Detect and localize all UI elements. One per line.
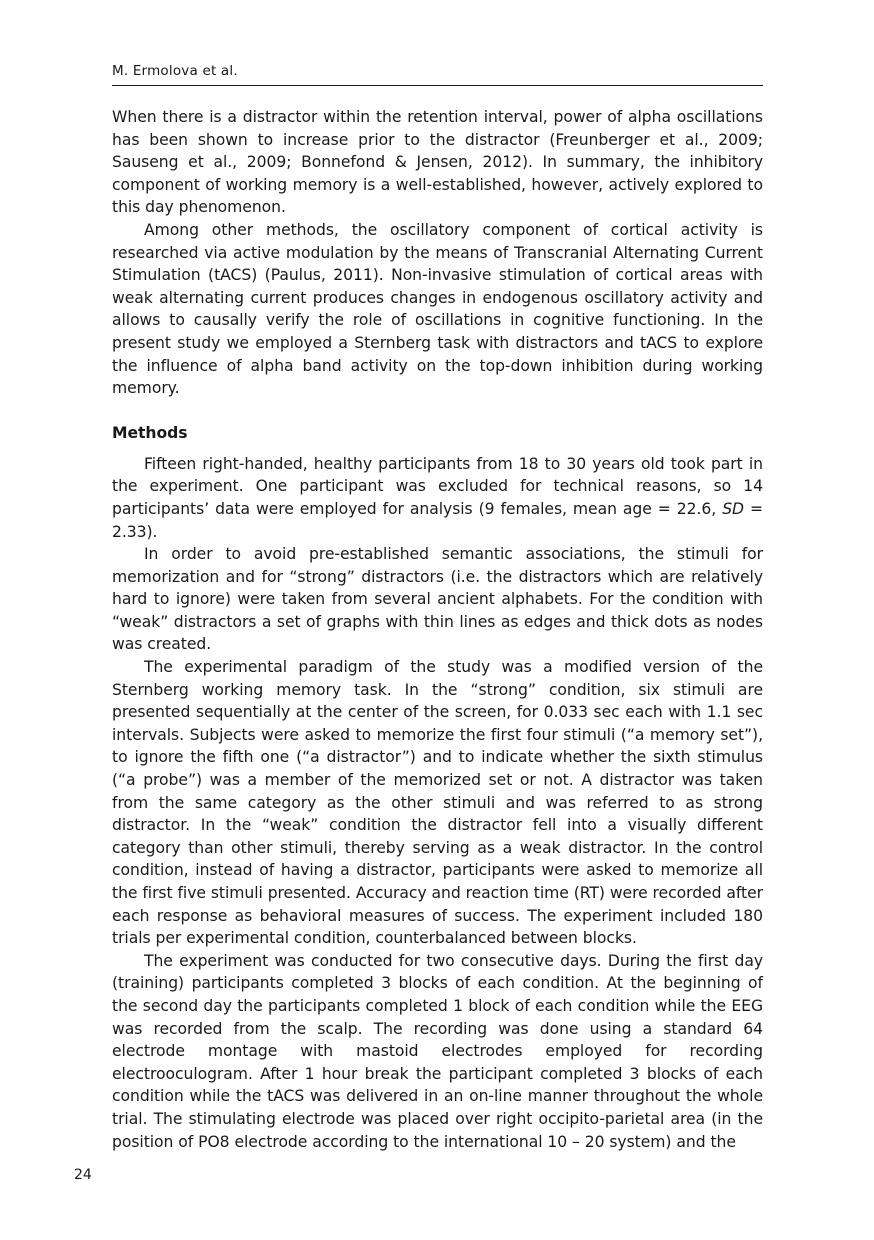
paragraph-paradigm: The experimental paradigm of the study was a modified version of the Sternberg working memory task. In the “strong” condition, six stimuli are presented sequentially at the center of the screen, for 0.033 sec each with 1.1 sec intervals. Subjects were asked to memorize the first four stimuli (“a memory set”), to ignore the fifth one (“a distractor”) and to indicate whether the sixth stimulus (“a probe”) was a member of the memorized set or not. A distractor was taken from the same category as the other stimuli and was referred to as strong distractor. In the “weak” condition the distractor fell into a visually different category than other stimuli, thereby serving as a weak distractor. In the control condition, instead of having a distractor, participants were asked to memorize all the first five stimuli presented. Accuracy and reaction time (RT) were recorded after each response as behavioral measures of success. The experiment included 180 trials per experimental condition, counterbalanced between blocks. bbox=[112, 658, 763, 948]
paragraph-tacs-intro: Among other methods, the oscillatory component of cortical activity is researched via active modulation by the means of Transcranial Alternating Current Stimulation (tACS) (Paulus, 2011). Non-invasive stimulation of cortical areas with weak alternating current produces changes in endogenous oscillatory activity and allows to causally verify the role of oscillations in cognitive functioning. In the present study we employed a Sternberg task with distractors and tACS to explore the influence of alpha band activity on the top-down inhibition during working memory. bbox=[112, 220, 763, 398]
page-number: 24 bbox=[74, 1167, 92, 1183]
paragraph-participants bbox=[112, 453, 763, 543]
paragraph-procedure: The experiment was conducted for two consecutive days. During the first day (training) participants completed 3 blocks of each condition. At the beginning of the second day the participants completed 1 block of each condition while the EEG was recorded from the scalp. The recording was done using a standard 64 electrode montage with mastoid electrodes employed for recording electrooculogram. After 1 hour break the participant completed 3 blocks of each condition while the tACS was delivered in an on-line manner throughout the whole trial. The stimulating electrode was placed over right occipito-parietal area (in the position of PO8 electrode according to the international 10 – 20 system) and the bbox=[112, 951, 763, 1151]
participants-text: Fifteen right-handed, healthy participants from 18 to 30 years old took part in the experiment. One participant was excluded for technical reasons, so 14 participants’ data were employed for analysis (9 females, mean age = 22.6, bbox=[112, 454, 763, 518]
sd-label: SD bbox=[722, 499, 744, 518]
section-heading-methods: Methods bbox=[112, 423, 188, 442]
article-body bbox=[112, 106, 763, 1153]
participants-text-end: = 2.33). bbox=[112, 499, 763, 541]
paragraph-stimuli: In order to avoid pre-established semantic associations, the stimuli for memorization and for “strong” distractors (i.e. the distractors which are relatively hard to ignore) were taken from several ancient alphabets. For the condition with “weak” distractors a set of graphs with thin lines as edges and thick dots as nodes was created. bbox=[112, 545, 763, 654]
running-head: M. Ermolova et al. bbox=[112, 62, 763, 86]
paragraph-alpha-distractor: When there is a distractor within the retention interval, power of alpha oscillations has been shown to increase prior to the distractor (Freunberger et al., 2009; Sauseng et al., 2009; Bonnefond & Jensen, 2012). In summary, the inhibitory component of working memory is a well-established, however, actively explored to this day phenomenon. bbox=[112, 108, 763, 217]
